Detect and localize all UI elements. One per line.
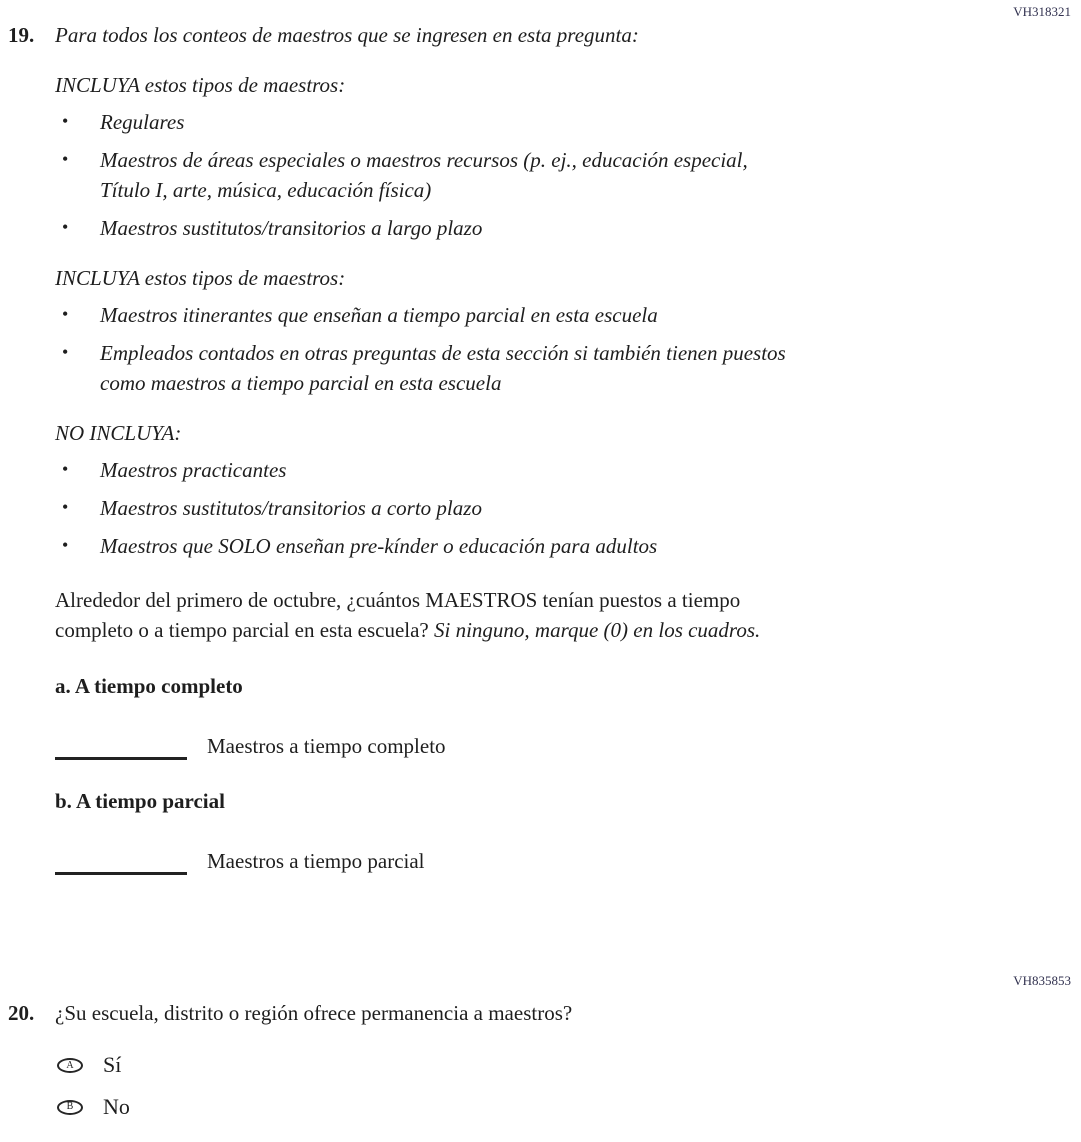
question-20-number: 20. bbox=[8, 1001, 35, 1026]
bullet-icon: • bbox=[62, 534, 69, 555]
option-a-label: Sí bbox=[103, 1052, 122, 1078]
bullet-icon: • bbox=[62, 458, 69, 479]
bullet-icon: • bbox=[62, 303, 69, 324]
question-19 bbox=[8, 20, 1073, 881]
option-a-bubble-icon[interactable]: A bbox=[57, 1058, 83, 1073]
part-b-answer bbox=[55, 846, 1073, 875]
list-item bbox=[55, 107, 1073, 137]
bullet-icon: • bbox=[62, 341, 69, 362]
include-heading-2: INCLUYA estos tipos de maestros: bbox=[55, 265, 346, 290]
list-item-text: Maestros itinerantes que enseñan a tiempo parcial en esta escuela bbox=[100, 302, 658, 327]
question-20-text: ¿Su escuela, distrito o región ofrece permanencia a maestros? bbox=[55, 1001, 573, 1026]
option-b-label: No bbox=[103, 1093, 130, 1119]
question-19-content bbox=[55, 20, 1073, 881]
part-a-label: a. A tiempo completo bbox=[55, 673, 243, 698]
exclude-heading: NO INCLUYA: bbox=[55, 420, 182, 445]
list-item bbox=[55, 338, 1073, 398]
question-20 bbox=[8, 998, 1073, 1135]
question-20-content bbox=[55, 998, 1073, 1135]
list-item bbox=[55, 455, 1073, 485]
option-b-bubble-icon[interactable]: B bbox=[57, 1100, 83, 1115]
list-item-text: Maestros sustitutos/transitorios a largo plazo bbox=[100, 215, 483, 240]
question-20-block bbox=[8, 973, 1073, 1135]
question-20-options bbox=[55, 1052, 1073, 1120]
include-heading-1: INCLUYA estos tipos de maestros: bbox=[55, 72, 346, 97]
part-a-field-label: Maestros a tiempo completo bbox=[207, 733, 446, 758]
option-a[interactable] bbox=[55, 1052, 1073, 1078]
list-item-text: Maestros sustitutos/transitorios a corto plazo bbox=[100, 495, 482, 520]
question-19-number: 19. bbox=[8, 22, 35, 47]
bullet-icon: • bbox=[62, 496, 69, 517]
part-b-input-blank[interactable] bbox=[55, 846, 187, 875]
question-19-intro: Para todos los conteos de maestros que se ingresen en esta pregunta: bbox=[55, 22, 639, 47]
list-item-text: Empleados contados en otras preguntas de esta sección si también tienen puestos como maestros a tiempo parcial en esta escuela bbox=[100, 340, 786, 395]
item-code-q19: VH318321 bbox=[1013, 4, 1071, 19]
list-item bbox=[55, 531, 1073, 561]
bullet-icon: • bbox=[62, 216, 69, 237]
option-b[interactable] bbox=[55, 1094, 1073, 1120]
list-item bbox=[55, 213, 1073, 243]
list-item-text: Maestros practicantes bbox=[100, 457, 287, 482]
list-item bbox=[55, 145, 1073, 205]
part-a-answer bbox=[55, 731, 1073, 760]
question-19-text bbox=[55, 585, 785, 645]
list-item bbox=[55, 493, 1073, 523]
bullet-icon: • bbox=[62, 148, 69, 169]
list-item-text: Regulares bbox=[100, 109, 185, 134]
list-item-text: Maestros que SOLO enseñan pre-kínder o educación para adultos bbox=[100, 533, 658, 558]
section-spacer bbox=[8, 881, 1073, 973]
part-a-input-blank[interactable] bbox=[55, 731, 187, 760]
question-19-note: Si ninguno, marque (0) en los cuadros. bbox=[428, 617, 761, 642]
list-item-text: Maestros de áreas especiales o maestros recursos (p. ej., educación especial, Título I, arte, música, educación física) bbox=[100, 147, 748, 202]
item-code-q20: VH835853 bbox=[1013, 972, 1071, 988]
bullet-icon: • bbox=[62, 110, 69, 131]
question-19-main: Alrededor del primero de octubre, ¿cuántos MAESTROS tenían puestos a tiempo completo o a tiempo parcial en esta escuela? bbox=[55, 587, 741, 642]
part-b-label: b. A tiempo parcial bbox=[55, 788, 225, 813]
part-b-field-label: Maestros a tiempo parcial bbox=[207, 848, 425, 873]
list-item bbox=[55, 300, 1073, 330]
